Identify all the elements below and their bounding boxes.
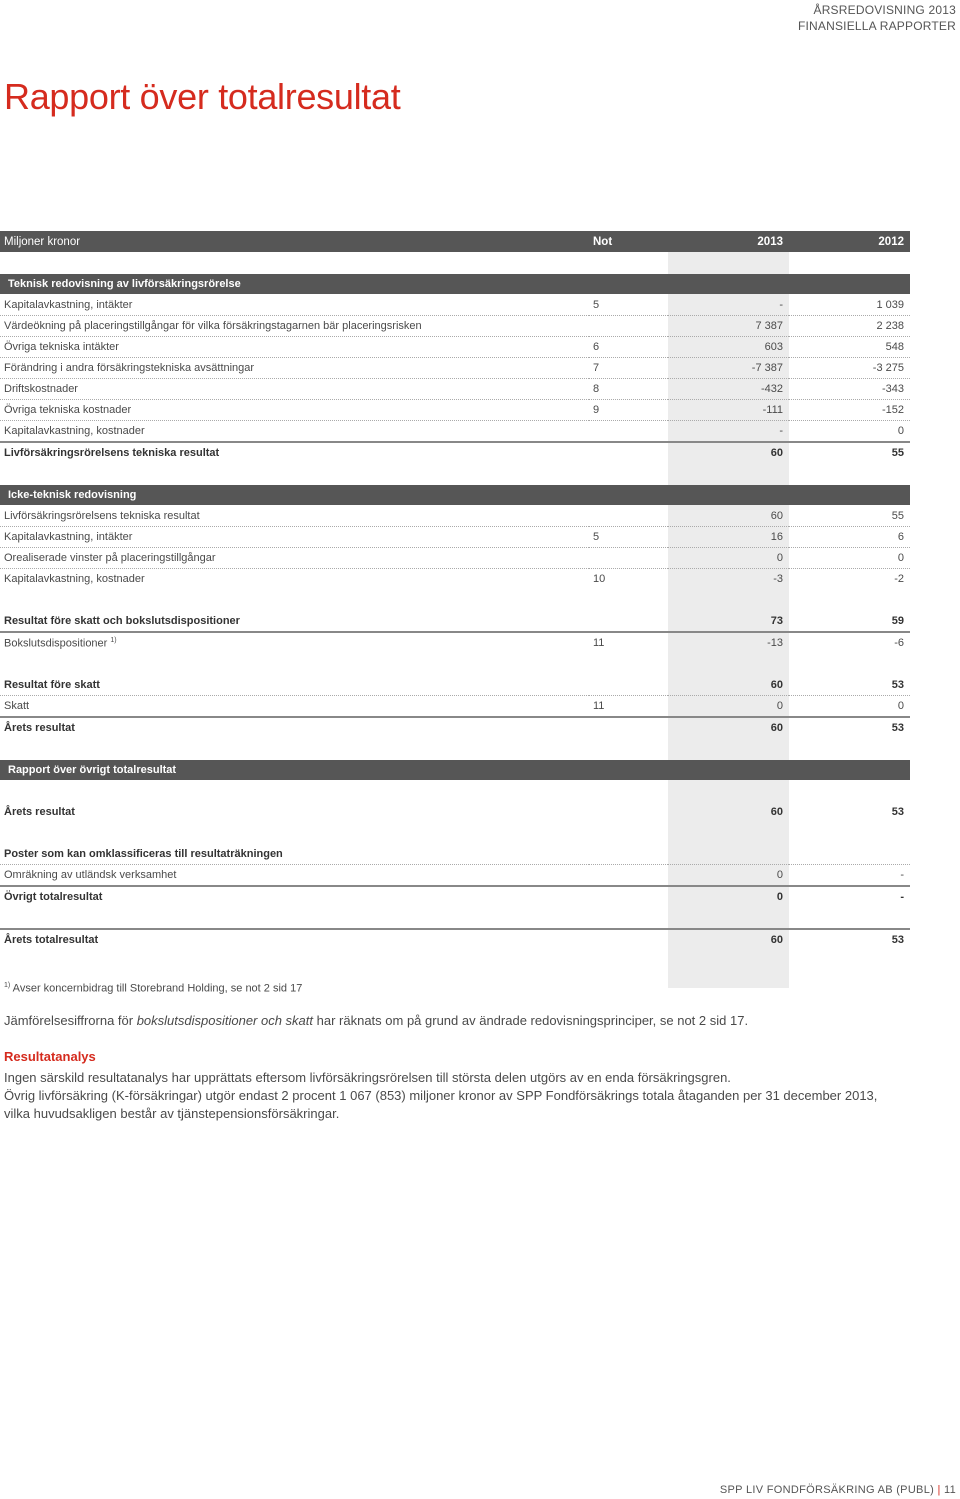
income-statement-table bbox=[0, 231, 910, 951]
footer-separator: | bbox=[937, 1484, 941, 1496]
comparison-note: Jämförelsesiffrorna för bokslutsdispositioner och skatt har räknats om på grund av ändrade redovisningsprinciper, se not 2 sid 17. bbox=[4, 1013, 749, 1028]
table-row: Livförsäkringsrörelsens tekniska resultat 60 55 bbox=[0, 506, 910, 527]
footnote-reference: 1) bbox=[110, 636, 117, 644]
table-row: Kapitalavkastning, intäkter 5 - 1 039 bbox=[0, 295, 910, 316]
table-row: Kapitalavkastning, kostnader 10 -3 -2 bbox=[4, 573, 904, 585]
table-row: Övriga tekniska intäkter 6 603 548 bbox=[0, 337, 910, 358]
section-header: Icke-teknisk redovisning bbox=[0, 485, 910, 506]
table-row-total: Resultat före skatt och bokslutsdispositioner 73 59 bbox=[0, 611, 910, 633]
analysis-heading: Resultatanalys bbox=[4, 1049, 96, 1064]
table-row: Orealiserade vinster på placeringstillgångar 0 0 bbox=[0, 548, 910, 569]
header-label: Miljoner kronor bbox=[0, 231, 589, 253]
report-header-line1: ÅRSREDOVISNING 2013 bbox=[813, 3, 956, 17]
table-row: Omräkning av utländsk verksamhet 0 - bbox=[0, 865, 910, 887]
page-number: 11 bbox=[943, 1484, 956, 1496]
table-row-total: Årets resultat 60 53 bbox=[4, 806, 904, 818]
table-row-total: Övrigt totalresultat 0 - bbox=[4, 891, 904, 903]
analysis-paragraph: Övrig livförsäkring (K-försäkringar) utgör endast 2 procent 1 067 (853) miljoner kronor av SPP Fondförsäkrings totala åtaganden per 31 december 2013, vilka huvudsakligen består av tjänstepensionsförsäkringar. bbox=[4, 1088, 878, 1121]
table-row: Kapitalavkastning, kostnader - 0 bbox=[0, 421, 910, 443]
table-row-subheading: Poster som kan omklassificeras till resultaträkningen bbox=[0, 844, 910, 865]
footnote bbox=[4, 982, 302, 995]
header-not: Not bbox=[589, 231, 668, 253]
footer-company: SPP LIV FONDFÖRSÄKRING AB (PUBL) bbox=[719, 1484, 935, 1496]
table-row: Skatt 11 0 0 bbox=[0, 696, 910, 718]
table-row: Förändring i andra försäkringstekniska avsättningar 7 -7 387 -3 275 bbox=[0, 358, 910, 379]
table-header-row bbox=[0, 231, 910, 253]
table-row: Driftskostnader 8 -432 -343 bbox=[0, 379, 910, 400]
footnote-mark: 1) bbox=[4, 982, 11, 989]
header-2013: 2013 bbox=[668, 231, 789, 253]
section-header: Teknisk redovisning av livförsäkringsrörelse bbox=[0, 274, 910, 295]
table-row-total: Årets totalresultat 60 53 bbox=[4, 934, 904, 946]
table-row-total: Livförsäkringsrörelsens tekniska resultat 60 55 bbox=[4, 447, 904, 459]
table-row: Bokslutsdispositioner $^{1)}$ 11 -13 -6 bbox=[4, 636, 904, 650]
page-footer bbox=[720, 1484, 956, 1496]
report-header-line2: FINANSIELLA RAPPORTER bbox=[797, 19, 956, 33]
footnote-text: Avser koncernbidrag till Storebrand Holding, se not 2 sid 17 bbox=[10, 982, 303, 995]
report-header bbox=[798, 2, 956, 34]
analysis-paragraph: Ingen särskild resultatanalys har upprättats eftersom livförsäkringsrörelsen till största delen utgörs av en enda försäkringsgren. bbox=[4, 1070, 731, 1085]
table-row: Värdeökning på placeringstillgångar för vilka försäkringstagarnen bär placeringsrisken 7 387 2 238 bbox=[0, 316, 910, 337]
table-row-total: Årets resultat 60 53 bbox=[4, 722, 904, 734]
table-row: Övriga tekniska kostnader 9 -111 -152 bbox=[0, 400, 910, 421]
table-row-total: Resultat före skatt 60 53 bbox=[0, 675, 910, 696]
table-row: Kapitalavkastning, intäkter 5 16 6 bbox=[0, 527, 910, 548]
section-header: Rapport över övrigt totalresultat bbox=[0, 760, 910, 781]
header-2012: 2012 bbox=[789, 231, 910, 253]
page-title: Rapport över totalresultat bbox=[4, 76, 401, 117]
analysis-text bbox=[4, 1069, 884, 1123]
